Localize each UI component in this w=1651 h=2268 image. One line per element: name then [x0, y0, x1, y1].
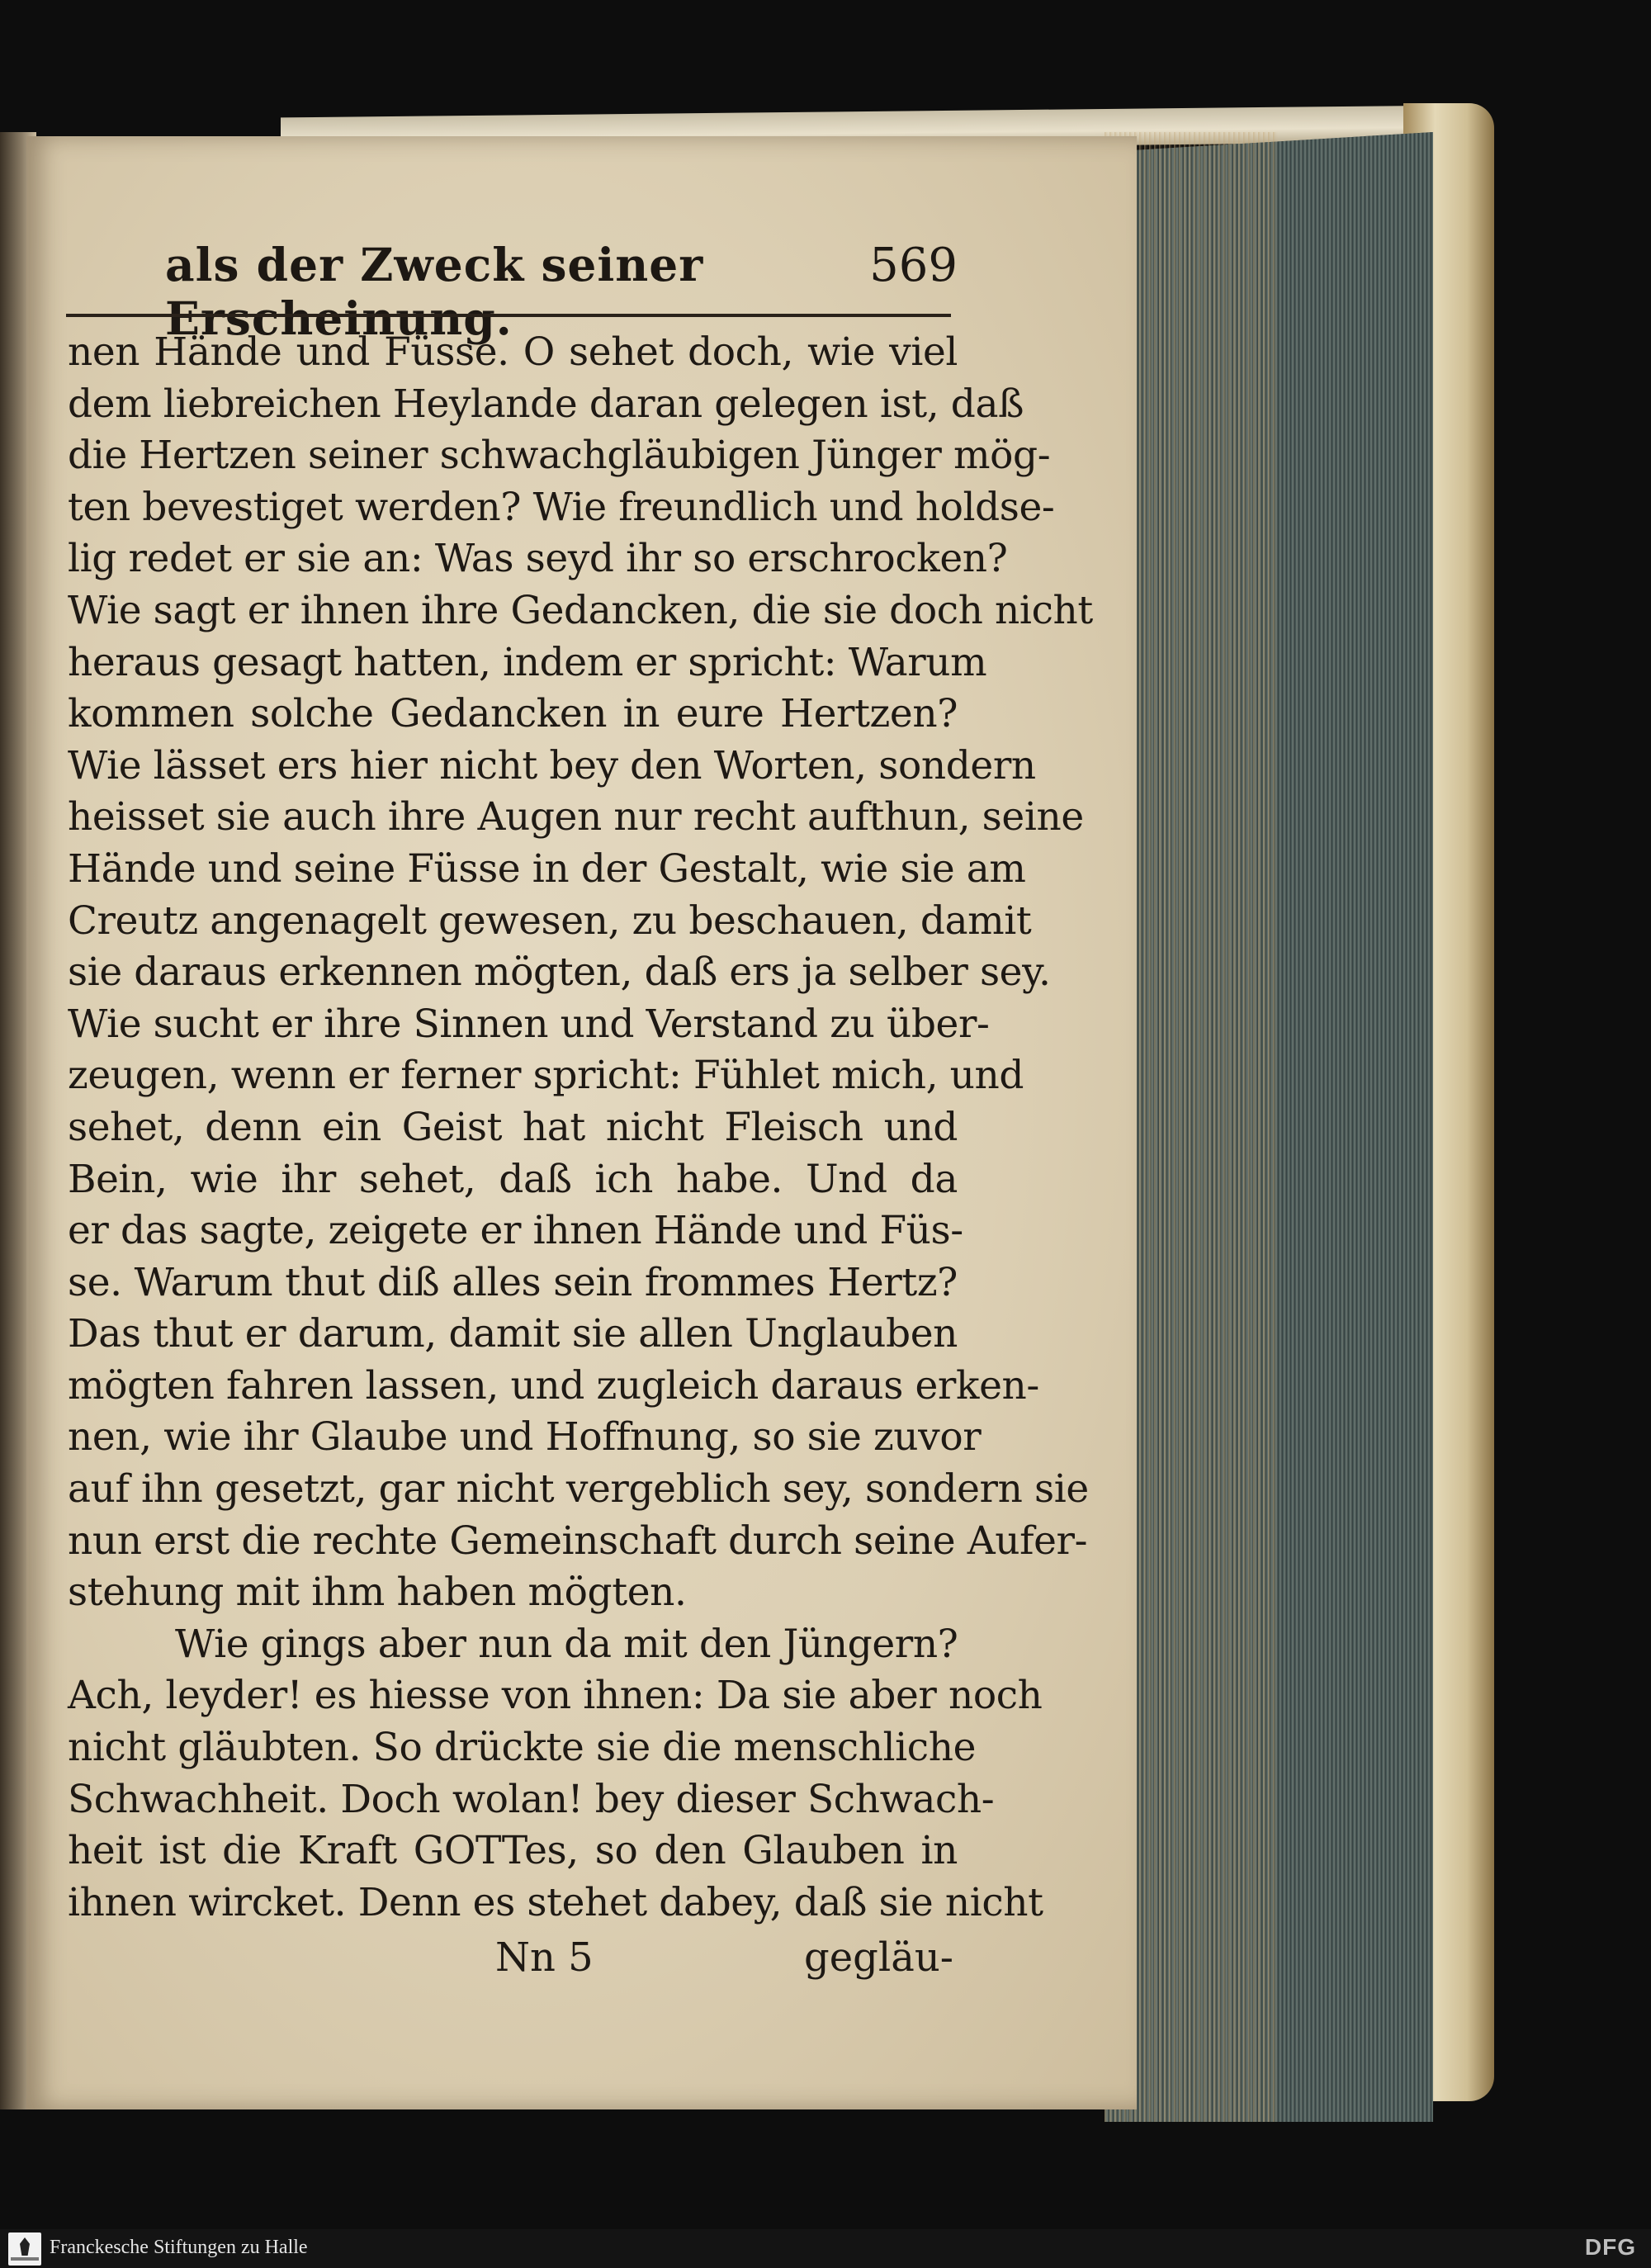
logo-text-bar: [11, 2257, 39, 2261]
text-line: sehet, denn ein Geist hat nicht Fleisch und: [68, 1104, 958, 1150]
text-line: nun erst die rechte Gemeinschaft durch seine Aufer-: [68, 1518, 1088, 1564]
text-line: lig redet er sie an: Was seyd ihr so erschrocken?: [68, 536, 1008, 582]
text-line: sie daraus erkennen mögten, daß ers ja selber sey.: [68, 949, 1051, 996]
text-line: Schwachheit. Doch wolan! bey dieser Schwach-: [68, 1776, 995, 1822]
header-rule: [66, 314, 951, 317]
body-text: [68, 327, 1093, 1929]
text-line: Hände und seine Füsse in der Gestalt, wie sie am: [68, 845, 1026, 892]
foundation-logo-icon[interactable]: [8, 2232, 41, 2266]
text-line: heraus gesagt hatten, indem er spricht: Warum: [68, 639, 987, 685]
catch-line: [495, 1934, 953, 1989]
viewer-footer: [0, 2229, 1651, 2268]
text-line: nen Hände und Füsse. O sehet doch, wie viel: [68, 329, 958, 375]
text-line: heit ist die Kraft GOTTes, so den Glauben in: [68, 1828, 958, 1874]
running-head: [165, 238, 958, 345]
text-line: Wie sagt er ihnen ihre Gedancken, die sie doch nicht: [68, 587, 1093, 633]
text-line: er das sagte, zeigete er ihnen Hände und Füs-: [68, 1208, 963, 1254]
text-line: ihnen wircket. Denn es stehet dabey, daß sie nicht: [68, 1879, 1043, 1925]
text-line: Wie gings aber nun da mit den Jüngern?: [175, 1621, 958, 1667]
footer-label[interactable]: Franckesche Stiftungen zu Halle: [50, 2237, 308, 2258]
text-line: die Hertzen seiner schwachgläubigen Jünger mög-: [68, 433, 1051, 479]
text-line: ten bevestiget werden? Wie freundlich und holdse-: [68, 484, 1055, 530]
text-line: Ach, leyder! es hiesse von ihnen: Da sie aber noch: [68, 1673, 1043, 1719]
logo-mark: [20, 2237, 30, 2256]
text-line: dem liebreichen Heylande daran gelegen ist, daß: [68, 381, 1024, 427]
catchword: gegläu-: [804, 1934, 953, 1981]
text-line: mögten fahren lassen, und zugleich daraus erken-: [68, 1362, 1039, 1409]
text-line: kommen solche Gedancken in eure Hertzen?: [68, 691, 958, 737]
page-number: 569: [869, 239, 958, 292]
running-head-title: als der Zweck seiner Erscheinung.: [165, 238, 704, 345]
text-line: nen, wie ihr Glaube und Hoffnung, so sie zuvor: [68, 1414, 982, 1461]
text-line: Bein, wie ihr sehet, daß ich habe. Und da: [68, 1156, 958, 1202]
text-line: Creutz angenagelt gewesen, zu beschauen, damit: [68, 897, 1032, 944]
text-line: heisset sie auch ihre Augen nur recht aufthun, seine: [68, 794, 1084, 840]
text-line: stehung mit ihm haben mögten.: [68, 1570, 687, 1616]
text-line: Wie sucht er ihre Sinnen und Verstand zu über-: [68, 1001, 990, 1047]
text-line: Wie lässet ers hier nicht bey den Worten, sondern: [68, 742, 1036, 788]
text-line: se. Warum thut diß alles sein frommes Hertz?: [68, 1259, 958, 1305]
signature-mark: Nn 5: [495, 1934, 594, 1981]
dfg-logo[interactable]: DFG: [1584, 2234, 1636, 2260]
text-line: Das thut er darum, damit sie allen Unglauben: [68, 1311, 958, 1357]
text-line: auf ihn gesetzt, gar nicht vergeblich sey, sondern sie: [68, 1466, 1089, 1513]
text-line: zeugen, wenn er ferner spricht: Fühlet mich, und: [68, 1053, 1024, 1099]
text-line: nicht gläubten. So drückte sie die menschliche: [68, 1725, 976, 1771]
